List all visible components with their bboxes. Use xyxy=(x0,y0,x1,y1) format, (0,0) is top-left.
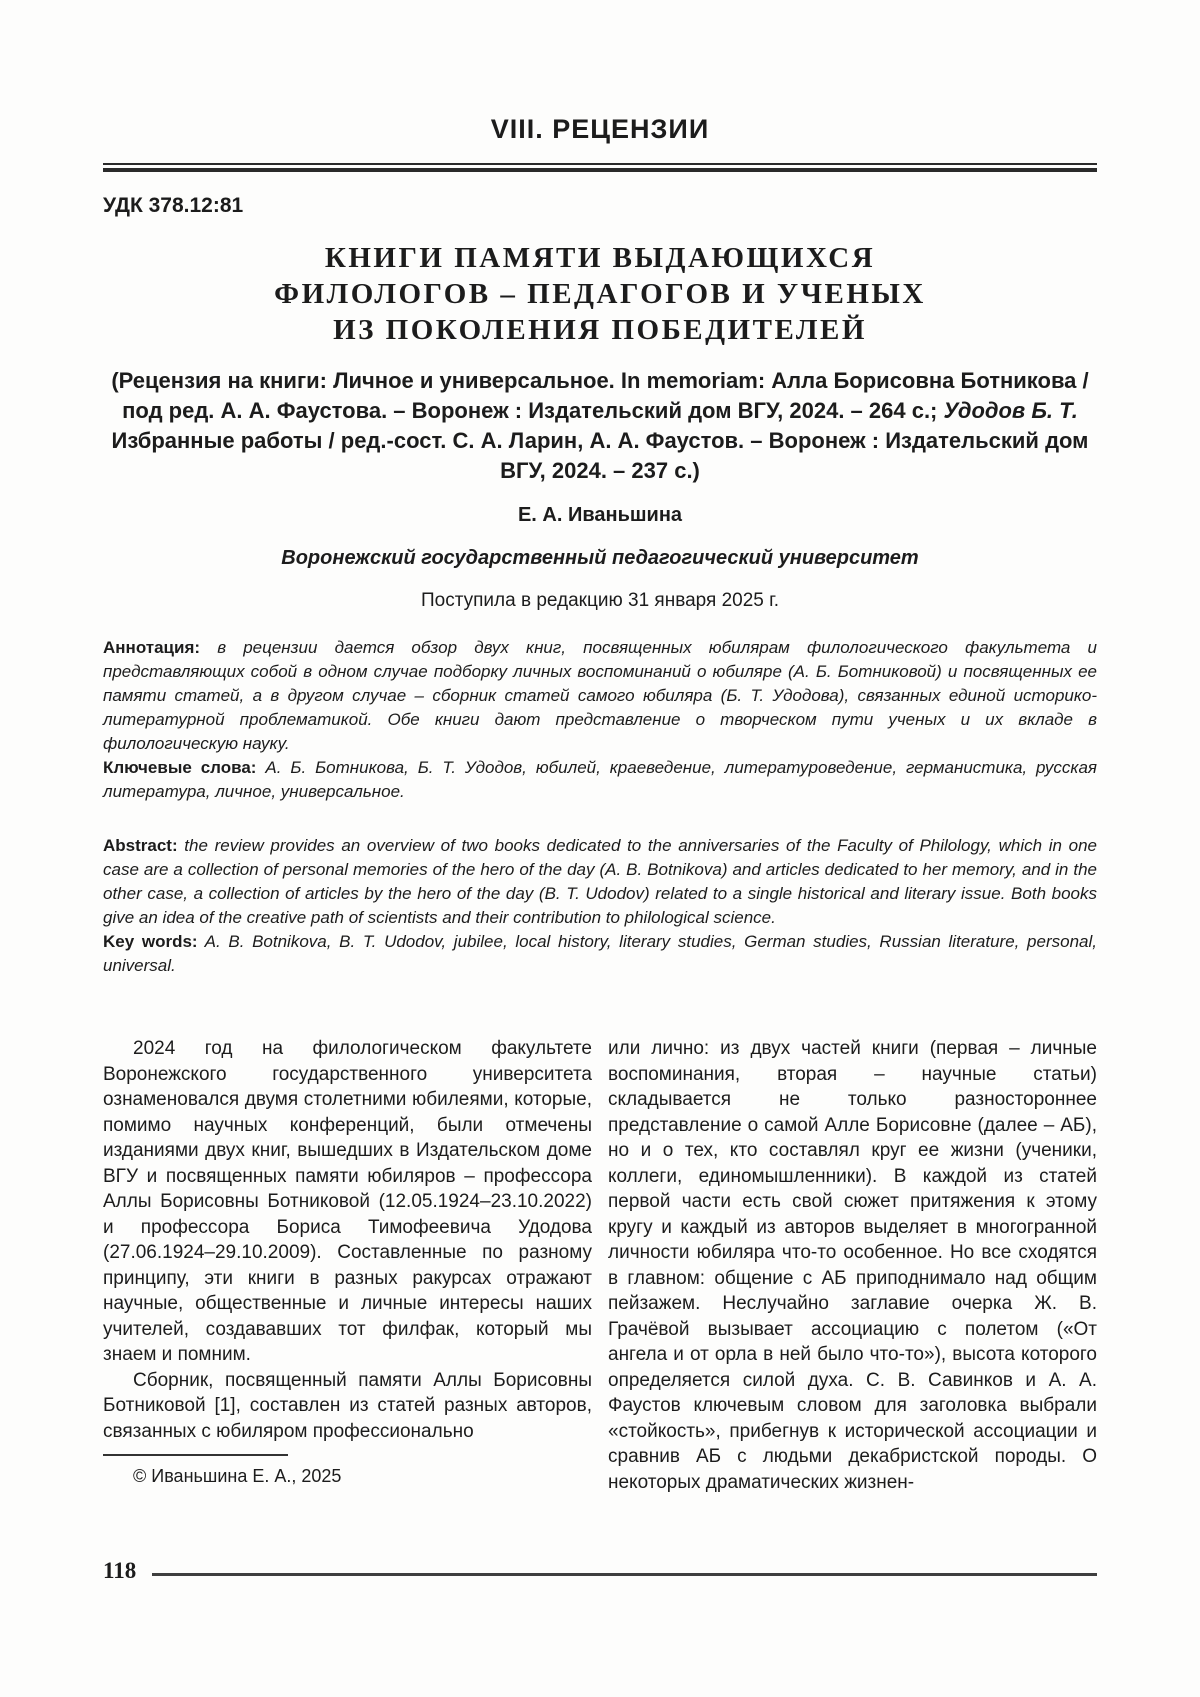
author-affiliation: Воронежский государственный педагогический университет xyxy=(281,547,919,569)
keywords-paragraph-ru xyxy=(103,756,1097,804)
keywords-text-ru: А. Б. Ботникова, Б. Т. Удодов, юбилей, краеведение, литературоведение, германистика, русская литература, личное, универсальное. xyxy=(103,758,1097,801)
article-title xyxy=(103,240,1097,348)
received-date: Поступила в редакцию 31 января 2025 г. xyxy=(420,590,780,611)
subtitle-part-2: Избранные работы / ред.-сост. С. А. Ларин, А. А. Фаустов. – Воронеж : Издательский дом ВГУ, 2024. – 237 с.) xyxy=(111,428,1089,483)
article-title-line-1: КНИГИ ПАМЯТИ ВЫДАЮЩИХСЯ xyxy=(324,242,876,274)
copyright-footnote: © Иваньшина Е. А., 2025 xyxy=(133,1466,342,1486)
abstract-label: Abstract: xyxy=(103,836,178,855)
body-paragraph-2: Сборник, посвященный памяти Аллы Борисовны Ботниковой [1], составлен из статей разных авторов, связанных с юбиляром профессионально xyxy=(103,1369,592,1442)
body-columns xyxy=(103,1036,1097,1495)
header-double-rule xyxy=(103,163,1097,172)
keywords-label-en: Key words: xyxy=(103,932,198,951)
page-number: 118 xyxy=(103,1558,137,1583)
body-paragraph-1: 2024 год на филологическом факультете Воронежского государственного университета ознаменовался двумя столетними юбилеями, которые, помимо научных конференций, были отмечены изданиями двух книг, вышедших в Издательском доме ВГУ и посвященных памяти юбиляров – профессора Аллы Борисовны Ботниковой (12.05.1924–23.10.2022) и профессора Бориса Тимофеевича Удодова (27.06.1924–29.10.2009). Составленные по разному принципу, эти книги в разных ракурсах отражают научные, общественные и личные интересы наших учителей, создававших тот филфак, который мы знаем и помним. xyxy=(103,1038,592,1365)
body-column-right xyxy=(608,1036,1097,1495)
body-column-left xyxy=(103,1036,592,1495)
body-paragraph-2-continued: или лично: из двух частей книги (первая – личные воспоминания, вторая – научные статьи) складывается не только разностороннее представление о самой Алле Борисовне (далее – АБ), но и о тех, кто составлял круг ее жизни (ученики, коллеги, единомышленники). В каждой из статей первой части есть свой сюжет притяжения к этому кругу и каждый из авторов выделяет в многогранной личности юбиляра что-то особенное. Но все сходятся в главном: общение с АБ приподнимало над общим пейзажем. Неслучайно заглавие очерка Ж. В. Грачёвой вызывает ассоциацию с полетом («От ангела и от орла в ней было что-то»), высота которого определяется силой духа. С. В. Савинков и А. А. Фаустов ключевым словом для заголовка выбрали «стойкость», прибегнув к исторической ассоциации и сравнив АБ с людьми декабристской породы. О некоторых драматических жизнен- xyxy=(608,1038,1097,1493)
bibliographic-subtitle xyxy=(103,366,1097,486)
annotation-paragraph xyxy=(103,636,1097,756)
annotation-label: Аннотация: xyxy=(103,638,201,657)
udc-code: УДК 378.12:81 xyxy=(103,194,244,217)
keywords-text-en: A. B. Botnikova, B. T. Udodov, jubilee, local history, literary studies, German studies, Russian literature, personal, universal. xyxy=(103,932,1097,975)
footnote-rule xyxy=(103,1454,288,1456)
section-header: VIII. РЕЦЕНЗИИ xyxy=(490,114,710,144)
author-name: Е. А. Иваньшина xyxy=(517,504,683,526)
article-title-line-2: ФИЛОЛОГОВ – ПЕДАГОГОВ И УЧЕНЫХ xyxy=(274,278,926,310)
abstract-paragraph xyxy=(103,834,1097,930)
subtitle-part-1: (Рецензия на книги: Личное и универсальное. In memoriam: Алла Борисовна Ботникова / под ред. А. А. Фаустова. – Воронеж : Издательский дом ВГУ, 2024. – 264 с.; xyxy=(111,368,1089,423)
keywords-paragraph-en xyxy=(103,930,1097,978)
annotation-text: в рецензии дается обзор двух книг, посвященных юбилярам филологического факультета и представляющих собой в одном случае подборку личных воспоминаний о юбиляре (А. Б. Ботниковой) и посвященных ее памяти статей, а в другом случае – сборник статей самого юбиляра (Б. Т. Удодова), связанных единой историко-литературной проблематикой. Обе книги дают представление о творческом пути ученых и их вкладе в филологическую науку. xyxy=(103,638,1097,753)
abstract-text: the review provides an overview of two books dedicated to the anniversaries of the Faculty of Philology, which in one case are a collection of personal memories of the hero of the day (A. B. Botnikova) and articles dedicated to her memory, and in the other case, a collection of articles by the hero of the day (B. T. Udodov) related to a single historical and literary issue. Both books give an idea of the creative path of scientists and their contribution to philological science. xyxy=(103,836,1097,927)
subtitle-italic-author: Удодов Б. Т. xyxy=(943,398,1078,423)
keywords-label-ru: Ключевые слова: xyxy=(103,758,257,777)
page-footer xyxy=(103,1559,1097,1582)
article-title-line-3: ИЗ ПОКОЛЕНИЯ ПОБЕДИТЕЛЕЙ xyxy=(333,314,867,346)
footer-rule xyxy=(152,1573,1097,1576)
